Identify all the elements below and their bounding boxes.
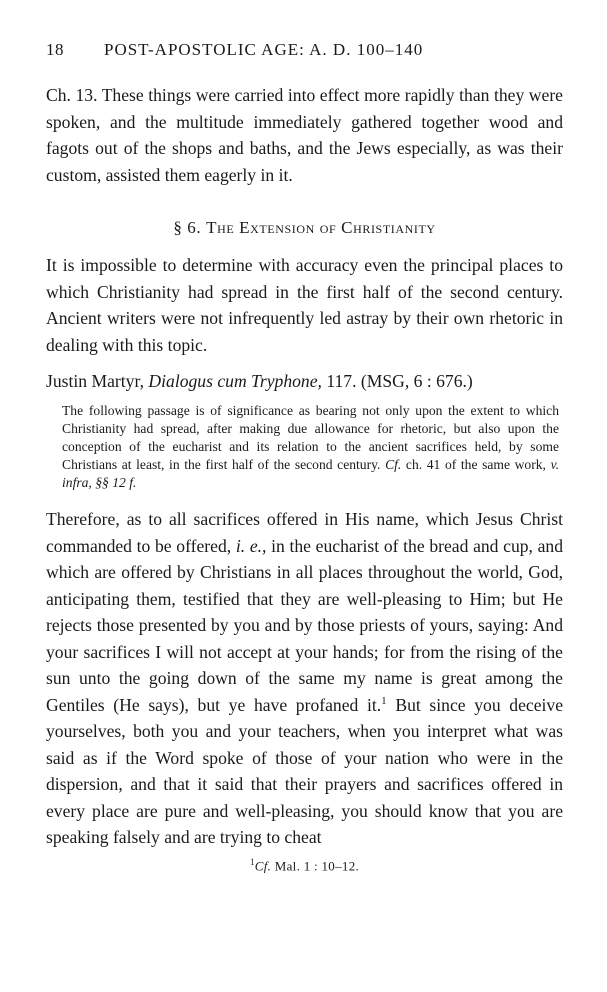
quote-part-2: in the eucharist of the bread and cup, and which are offered by Christians in all places throughout the world, God, anticipating them, testified that they are well-pleasing to Him; but He rejects those presented by you and by those priests of yours, saying: And your sacrifices I will not accept at your hands; for from the rising of the sun unto the going down of the same my name is great among the Gentiles (He says), but ye have profaned it. [46,535,564,715]
quote-ie: i. e., [235,535,267,556]
continuation-paragraph: Ch. 13. These things were carried into effect more rapidly than they were spoken, and the multitude immediately gathered together wood and fagots out of the shops and baths, and the Jews especially, as was their custom, assisted them eagerly in it. [46,85,563,185]
footnote [46,857,563,874]
source-citation [46,368,563,394]
intro-paragraph: It is impossible to determine with accuracy even the principal places to which Christianity had spread in the first half of the second century. Ancient writers were not infrequently led astray by their own rhetoric in dealing with this topic. [46,255,563,355]
footnote-reference-marker: 1 [381,694,387,707]
footnote-cf: Cf. [254,857,272,873]
source-author: Justin Martyr, [46,371,145,391]
quotation-paragraph [46,506,563,851]
editorial-note [50,402,559,492]
note-cf: Cf. [385,457,402,472]
note-v-infra: v. infra, [62,457,560,490]
source-reference: 117. (MSG, 6 : 676.) [326,371,473,391]
quote-part-1: Therefore, as to all sacrifices offered in His name, which Jesus Christ commanded to be offered, [46,509,563,556]
quote-part-3: But since you deceive yourselves, both you and your teachers, when you interpret what was said as if the Word spoke of those of your nation who were in the dispersion, and that it said that their prayers and sacrifices offered in every place are pure and well-pleasing, you should know that you are speaking falsely and are trying to cheat [46,694,563,847]
footnote-marker: 1 [249,856,255,867]
footnote-reference: Mal. 1 : 10–12. [274,857,360,873]
source-work: Dialogus cum Tryphone, [148,371,322,391]
running-header [46,40,563,60]
running-title: POST-APOSTOLIC AGE: A. D. 100–140 [104,40,424,59]
section-title: The Extension of Christianity [206,218,436,237]
section-heading [46,218,563,238]
note-ref: ch. 41 of the same work, [405,457,546,472]
section-number: § 6. [173,218,202,237]
note-text: The following passage is of significance as bearing not only upon the extent to which Christianity had spread, after making due allowance for rhetoric, but also upon the conception of the eucharist and its relation to the ancient sacrifices held, by some Christians at least, in the first half of the second century. [62,403,559,472]
note-sections: §§ 12 f. [95,475,137,490]
page-number: 18 [46,40,64,59]
